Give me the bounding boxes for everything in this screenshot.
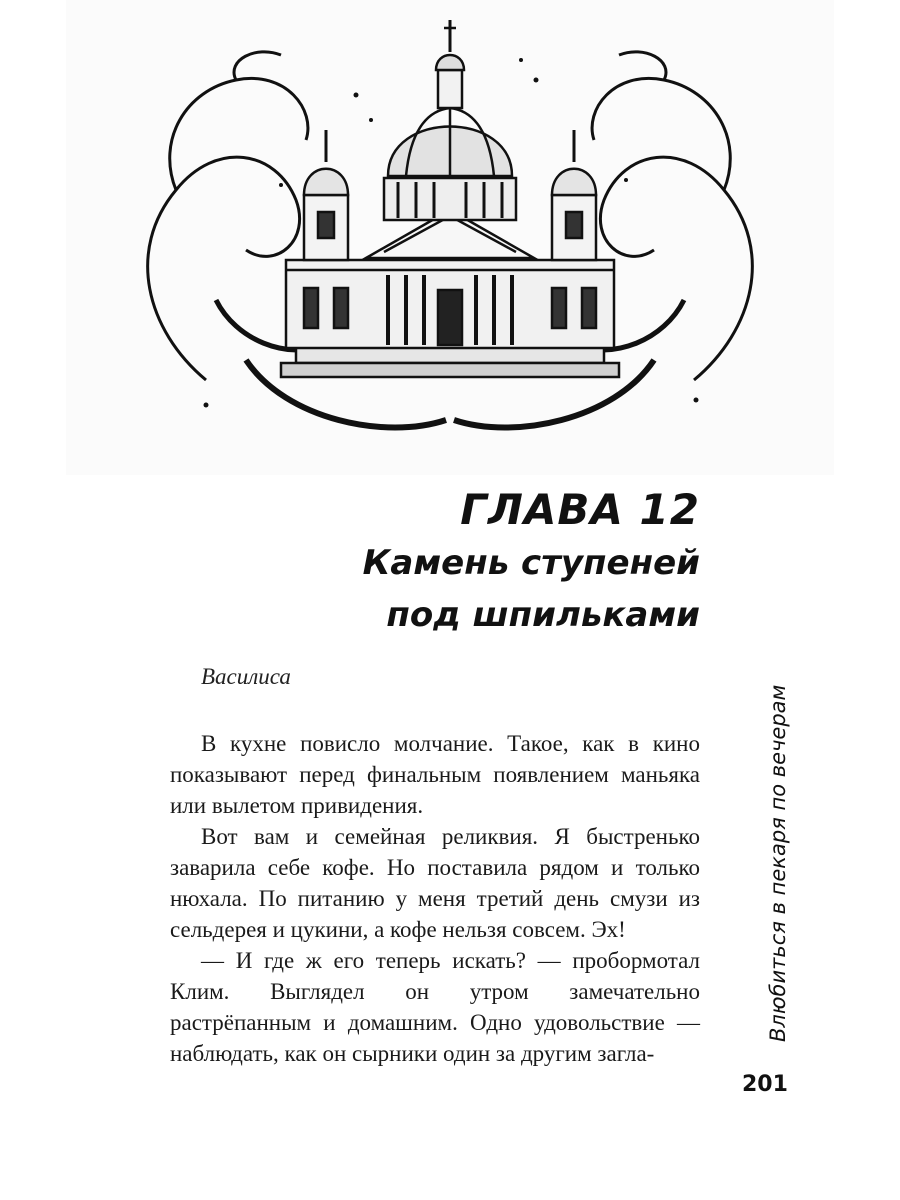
body-text [170, 728, 700, 1069]
paragraph: В кухне повисло молчание. Такое, как в кино показывают перед финальным появлением маньяка или вылетом привидения. [170, 731, 700, 818]
paragraph: — И где ж его теперь искать? — пробормотал Клим. Выглядел он утром замечательно растрёпанным и домашним. Одно удовольствие — наблюдать, как он сырники один за другим загла- [170, 948, 700, 1066]
page-number: 201 [742, 1072, 788, 1097]
paragraph: Вот вам и семейная реликвия. Я быстренько заварила себе кофе. Но поставила рядом и только нюхала. По питанию у меня третий день смузи из сельдерея и цукини, а кофе нельзя совсем. Эх! [170, 824, 700, 942]
chapter-illustration [66, 0, 834, 475]
running-book-title: Влюбиться в пекаря по вечерам [766, 684, 790, 1042]
chapter-title-line-2: под шпильками [386, 595, 700, 635]
chapter-number: ГЛАВА 12 [460, 485, 700, 534]
cathedral-illustration-icon [66, 0, 834, 475]
chapter-title-line-1: Камень ступеней [362, 543, 700, 583]
chapter-heading [363, 483, 700, 641]
narrator-name: Василиса [201, 664, 291, 689]
